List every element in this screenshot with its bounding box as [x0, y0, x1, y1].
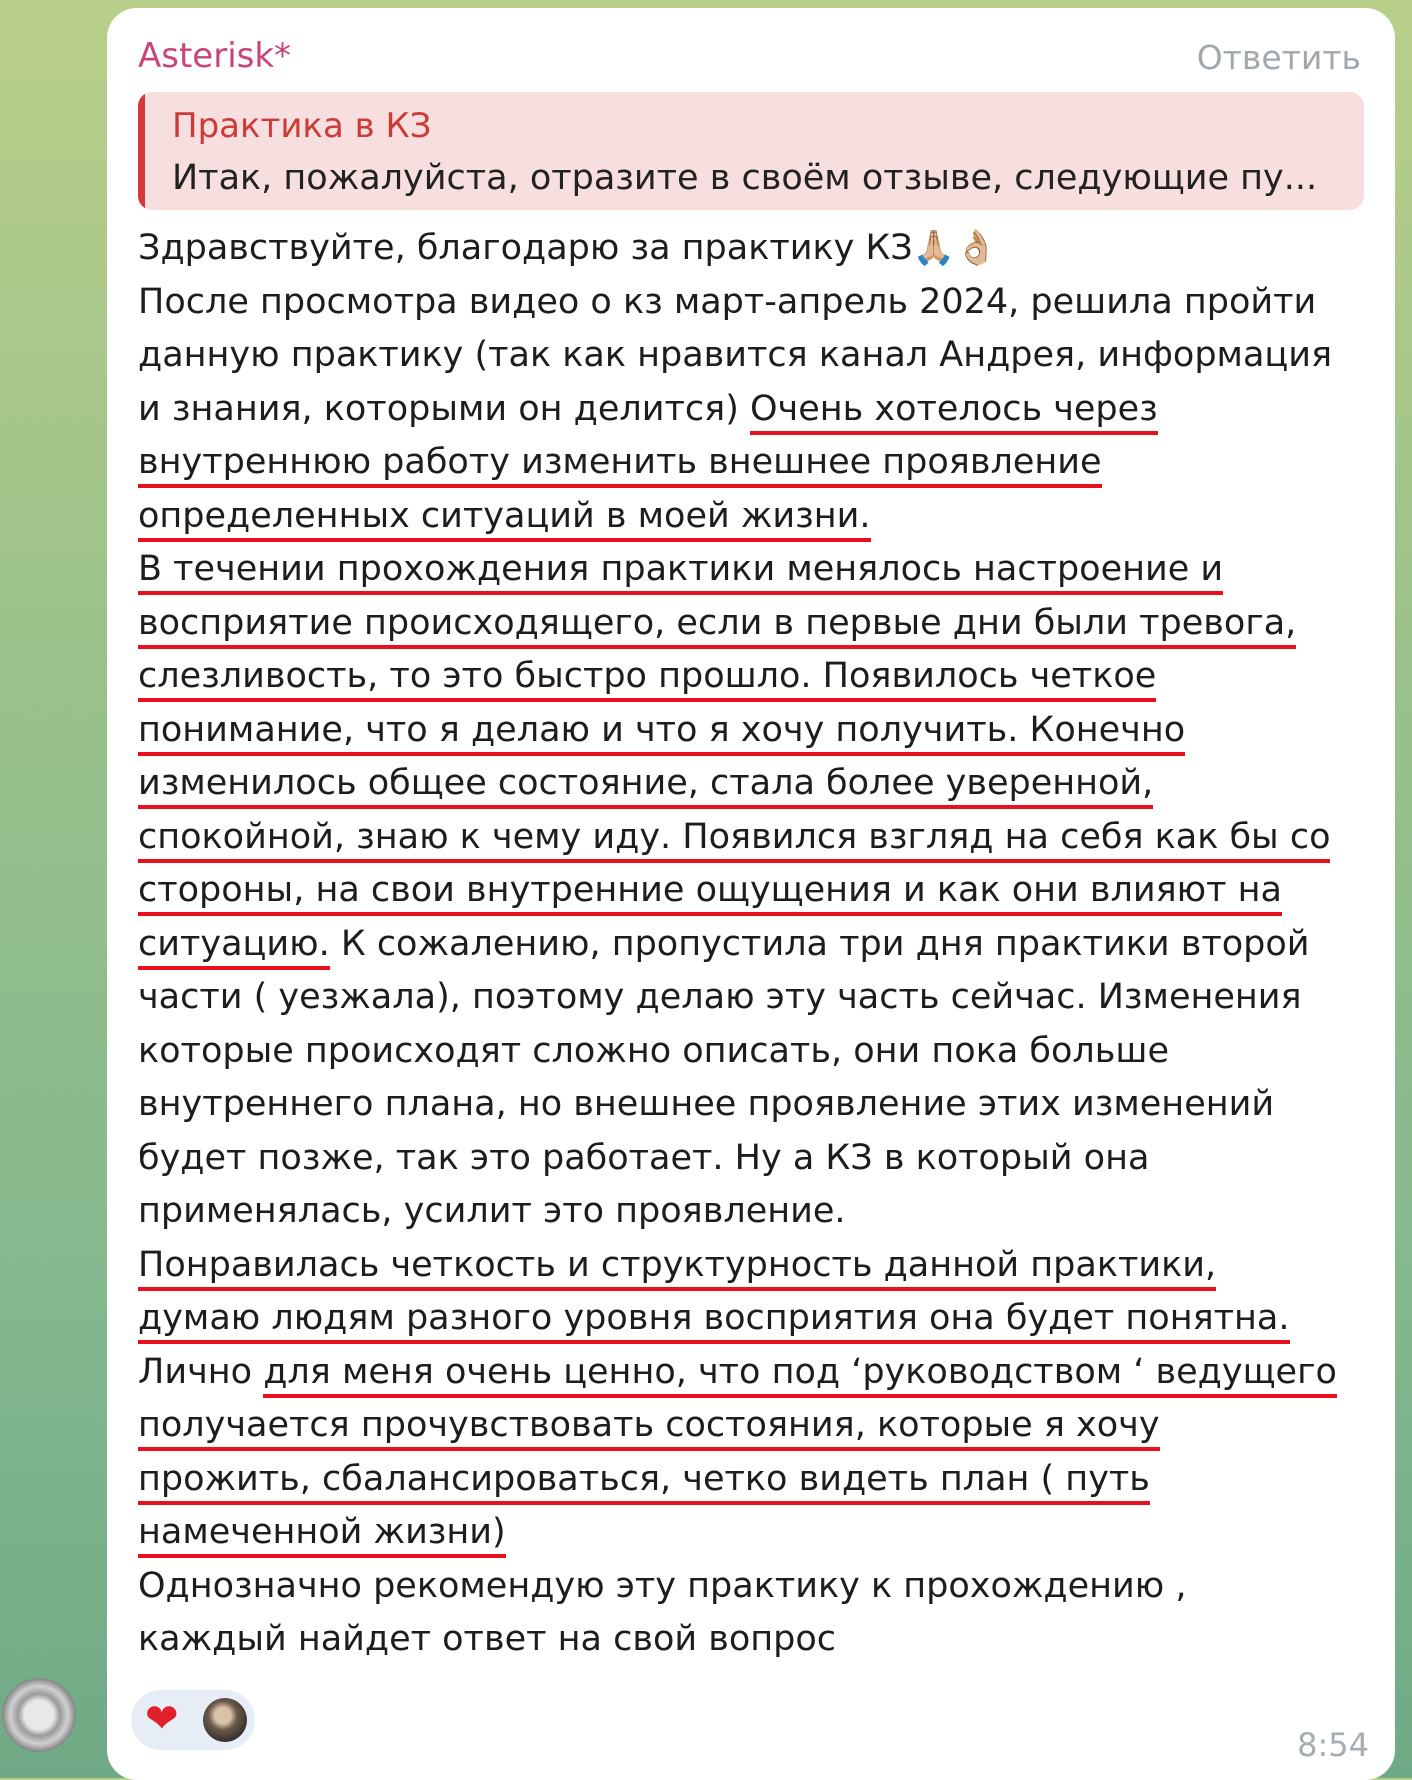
quote-text: Итак, пожалуйста, отразите в своём отзыве, следующие пу...: [172, 158, 1318, 198]
message-line: [138, 864, 1378, 918]
underlined-text: спокойной, знаю к чему иду. Появился взгляд на себя как бы со: [138, 817, 1330, 863]
message-line: и знания, которыми он делится) Очень хотелось через: [138, 383, 1378, 437]
quote-accent-bar: [138, 92, 145, 210]
message-line: [138, 1239, 1378, 1293]
message-line: [138, 1292, 1378, 1346]
sender-avatar[interactable]: [2, 1678, 76, 1752]
reply-button[interactable]: Ответить: [1196, 38, 1361, 77]
message-line: Однозначно рекомендую эту практику к прохождению ,: [138, 1565, 1187, 1606]
underlined-text: прожить, сбалансироваться, четко видеть план ( путь: [138, 1459, 1150, 1505]
message-line: [138, 543, 1378, 597]
underlined-text: определенных ситуаций в моей жизни.: [138, 496, 871, 542]
underlined-text: восприятие происходящего, если в первые дни были тревога,: [138, 603, 1296, 649]
message-line: [138, 490, 1378, 544]
message-line: [138, 704, 1378, 758]
message-line: Здравствуйте, благодарю за практику КЗ🙏🏼👌🏼: [138, 228, 998, 268]
quoted-message[interactable]: [138, 92, 1364, 210]
underlined-text: Очень хотелось через: [750, 389, 1158, 435]
message-line: будет позже, так это работает. Ну а КЗ в который она: [138, 1137, 1150, 1178]
message-line: применялась, усилит это проявление.: [138, 1191, 846, 1231]
underlined-text: стороны, на свои внутренние ощущения и как они влияют на: [138, 870, 1282, 916]
message-line: внутреннего плана, но внешнее проявление этих изменений: [138, 1084, 1275, 1124]
message-line: [138, 597, 1378, 651]
message-time: 8:54: [1297, 1726, 1369, 1764]
heart-icon[interactable]: ❤: [145, 1696, 179, 1742]
message-line: [138, 811, 1378, 865]
underlined-text: для меня очень ценно, что под ‘руководством ‘ ведущего: [263, 1352, 1337, 1398]
message-line: которые происходят сложно описать, они пока больше: [138, 1030, 1169, 1071]
message-line: [138, 757, 1378, 811]
message-line: [138, 1453, 1378, 1507]
underlined-text: понимание, что я делаю и что я хочу получить. Конечно: [138, 710, 1185, 756]
underlined-text: изменилось общее состояние, стала более уверенной,: [138, 763, 1153, 809]
ok-hand-emoji: 👌🏼: [955, 228, 998, 268]
praying-hands-emoji: 🙏🏼: [912, 228, 956, 268]
reactions-bar[interactable]: [131, 1690, 255, 1750]
message-line: [138, 1399, 1378, 1453]
message-line: каждый найдет ответ на свой вопрос: [138, 1619, 837, 1659]
message-line: [138, 1506, 1378, 1560]
underlined-text: слезливость, то это быстро прошло. Появилось четкое: [138, 656, 1156, 702]
message-text: [138, 222, 1378, 1667]
message-line: части ( уезжала), поэтому делаю эту часть сейчас. Изменения: [138, 977, 1302, 1017]
sender-name[interactable]: Asterisk*: [138, 36, 292, 76]
message-line: [138, 650, 1378, 704]
underlined-text: В течении прохождения практики менялось настроение и: [138, 549, 1223, 595]
message-line: Лично для меня очень ценно, что под ‘руководством ‘ ведущего: [138, 1346, 1378, 1400]
message-bubble: [107, 8, 1395, 1780]
message-line: данную практику (так как нравится канал Андрея, информация: [138, 335, 1333, 375]
underlined-text: намеченной жизни): [138, 1512, 506, 1558]
underlined-text: получается прочувствовать состояния, которые я хочу: [138, 1405, 1160, 1451]
underlined-text: думаю людям разного уровня восприятия она будет понятна.: [138, 1298, 1290, 1344]
reactor-avatar: [203, 1698, 247, 1742]
message-line: После просмотра видео о кз март-апрель 2024, решила пройти: [138, 281, 1317, 322]
quote-title: Практика в КЗ: [172, 106, 432, 146]
underlined-text: внутреннюю работу изменить внешнее проявление: [138, 442, 1102, 488]
underlined-text: Понравилась четкость и структурность данной практики,: [138, 1245, 1216, 1291]
message-line: ситуацию. К сожалению, пропустила три дня практики второй: [138, 918, 1378, 972]
message-line: [138, 436, 1378, 490]
underlined-text: ситуацию.: [138, 924, 330, 970]
